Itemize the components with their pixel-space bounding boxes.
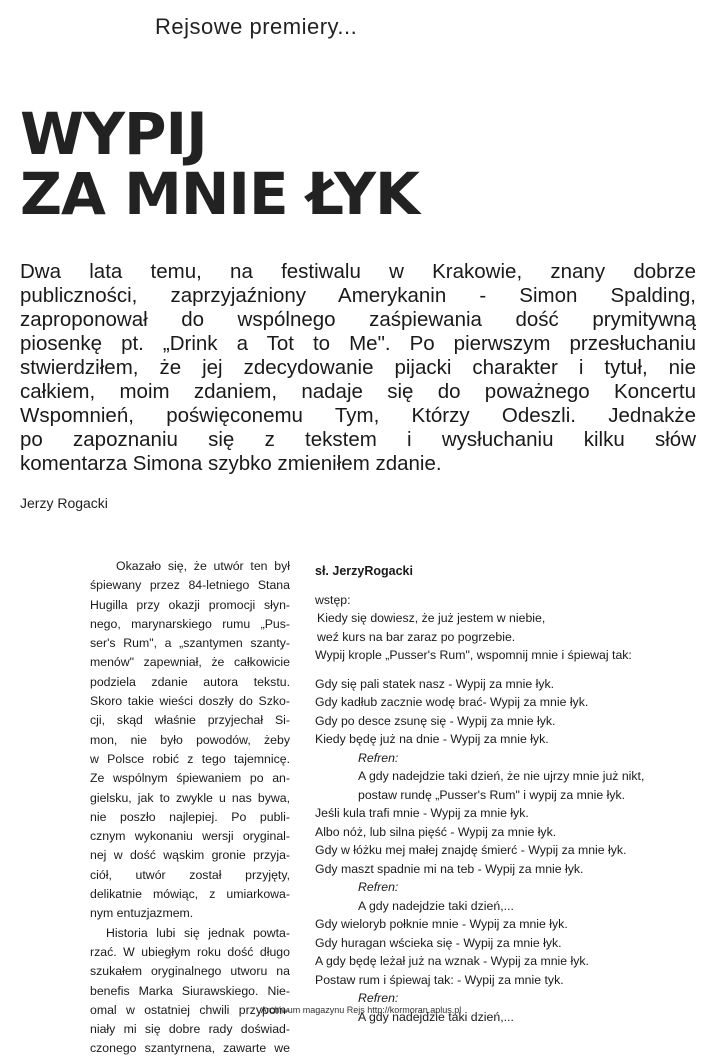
body-line: cji, skąd właśnie przyjechał Si- — [90, 713, 290, 728]
body-line: Skoro takie wieści doszły do Szko- — [90, 694, 290, 709]
body-line: ciół, utwór został przyjęty, — [90, 867, 290, 882]
lyric-line: Kiedy będę już na dnie - Wypij za mnie łyk. — [315, 732, 549, 746]
body-line: Historia lubi się jednak powta- — [106, 925, 290, 940]
body-line: nego, marynarskiego rumu „Pus- — [90, 616, 290, 631]
lead-line: po zapoznaniu się z tekstem i wysłuchaniu kilku słów — [20, 428, 696, 451]
title-line-1: WYPIJ — [20, 100, 207, 168]
lyric-line: weź kurs na bar zaraz po pogrzebie. — [317, 629, 516, 644]
article-title — [20, 100, 419, 228]
lyric-line: Gdy huragan wścieka się - Wypij za mnie łyk. — [315, 935, 562, 950]
refrain-line: postaw rundę „Pusser's Rum" i wypij za mnie łyk. — [358, 787, 626, 802]
body-line: benefis Marka Siurawskiego. Nie- — [90, 983, 290, 998]
lyric-line: Gdy maszt spadnie mi na teb - Wypij za mnie łyk. — [315, 861, 584, 876]
body-line: omal w ostatniej chwili przypom- — [90, 1002, 290, 1017]
body-line: rzać. W ubiegłym roku dość długo — [90, 944, 290, 959]
song-lyrics — [315, 562, 715, 1026]
lyric-line: Wypij krople „Pusser's Rum", wspomnij mnie i śpiewaj tak: — [315, 648, 632, 662]
title-line-2: ZA MNIE ŁYK — [20, 160, 419, 228]
lyric-line: Gdy kadłub zacznie wodę brać- Wypij za mnie łyk. — [315, 695, 589, 709]
body-line: menów" zapewniał, że całkowicie — [90, 655, 290, 670]
body-column-left — [90, 557, 290, 1059]
lead-line: Dwa lata temu, na festiwalu w Krakowie, znany dobrze — [20, 260, 696, 283]
intro-label: wstęp: — [315, 592, 351, 607]
page-footer: Archiwum magazynu Rejs http://kormoran.aplus.pl — [260, 1005, 462, 1015]
body-line: czonego szantyrnena, zawarte we — [90, 1041, 290, 1056]
lyric-line: Jeśli kula trafi mnie - Wypij za mnie łyk. — [315, 806, 529, 820]
body-line: nie poszło najlepiej. Po publi- — [90, 809, 290, 824]
lead-line: zaproponował do wspólnego zaśpiewania dość prymitywną — [20, 308, 696, 331]
lyric-line: Postaw rum i śpiewaj tak: - Wypij za mnie tyk. — [315, 972, 564, 987]
refrain-label: Refren: — [358, 750, 399, 765]
lyric-line: Kiedy się dowiesz, że już jestem w niebie, — [317, 611, 546, 625]
lead-line: komentarza Simona szybko zmieniłem zdanie. — [20, 452, 442, 475]
lyric-line: Gdy po desce zsunę się - Wypij za mnie łyk. — [315, 713, 556, 728]
lyric-line: Albo nóż, lub silna pięść - Wypij za mnie łyk. — [315, 824, 557, 839]
body-line: mon, nie było powodów, żeby — [90, 732, 290, 747]
body-line: niały mi się dobre rady doświad- — [90, 1022, 290, 1037]
lyric-line: A gdy będę leżał już na wznak - Wypij za mnie łyk. — [315, 954, 589, 968]
refrain-line: A gdy nadejdzie taki dzień,... — [358, 898, 514, 913]
lyric-line: Gdy się pali statek nasz - Wypij za mnie łyk. — [315, 676, 555, 691]
body-line: szukałem oryginalnego utworu na — [90, 964, 290, 979]
lyric-line: Gdy w łóżku mej małej znajdę śmierć - Wypij za mnie łyk. — [315, 843, 627, 857]
body-line: Hugilla przy okazji promocji słyn- — [90, 597, 290, 612]
body-line: delikatnie mówiąc, z umiarkowa- — [90, 887, 290, 902]
lead-line: piosenkę pt. „Drink a Tot to Me". Po pierwszym przesłuchaniu — [20, 332, 696, 355]
lead-line: stwierdziłem, że jej zdecydowanie pijacki charakter i tytuł, nie — [20, 356, 696, 379]
lyric-line: Gdy wieloryb połknie mnie - Wypij za mnie łyk. — [315, 917, 568, 931]
spacer — [315, 581, 715, 591]
body-line: śpiewany przez 84-letniego Stana — [90, 578, 290, 593]
lead-line: Wspomnień, poświęconemu Tym, Którzy Odeszli. Jednakże — [20, 404, 696, 427]
body-line: w Polsce robić z tego tajemnicę. — [90, 751, 290, 766]
author-byline: Jerzy Rogacki — [20, 495, 108, 511]
spacer — [315, 665, 715, 675]
body-line: ser's Rum", a „szantymen szanty- — [90, 636, 290, 651]
lead-line: publiczności, zaprzyjaźniony Amerykanin - Simon Spalding, — [20, 284, 696, 307]
lead-line: całkiem, moim zdaniem, nadaje się do poważnego Koncertu — [20, 380, 696, 403]
refrain-label: Refren: — [358, 880, 399, 894]
body-line: Okazało się, że utwór ten był — [116, 559, 290, 573]
body-line: gielsku, jak to zwykle u nas bywa, — [90, 790, 290, 805]
lyrics-credit: sł. JerzyRogacki — [315, 564, 413, 578]
body-line: Ze wspólnym śpiewaniem po an- — [90, 771, 290, 786]
refrain-line: A gdy nadejdzie taki dzień,... — [358, 1009, 514, 1024]
body-line: podziela zdanie autora tekstu. — [90, 674, 290, 689]
body-line: nej w dość wąskim gronie przyja- — [90, 848, 290, 863]
refrain-label: Refren: — [358, 991, 399, 1005]
body-line: nym entuzjazmem. — [90, 906, 194, 921]
refrain-line: A gdy nadejdzie taki dzień, że nie ujrzy mnie już nikt, — [358, 769, 645, 783]
body-line: cznym wykonaniu wersji oryginal- — [90, 829, 290, 844]
section-kicker: Rejsowe premiery... — [155, 14, 358, 39]
lead-paragraph — [20, 260, 696, 476]
